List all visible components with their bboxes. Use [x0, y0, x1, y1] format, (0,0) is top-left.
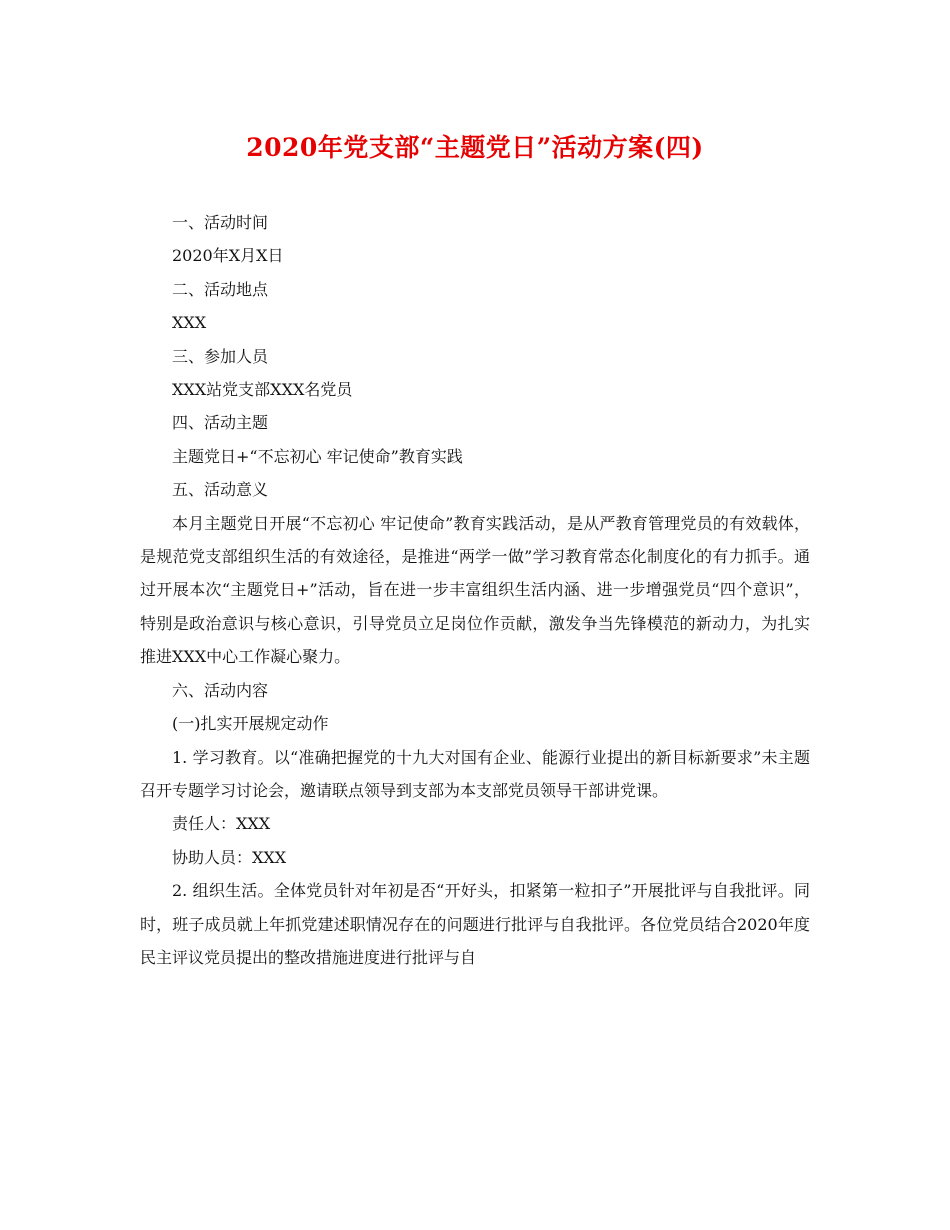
document-title: 2020年党支部“主题党日”活动方案(四) [246, 133, 704, 162]
place-value: XXX [172, 313, 207, 333]
meaning-paragraph: 本月主题党日开展“不忘初心 牢记使命”教育实践活动，是从严教育管理党员的有效载体，是规范党支部组织生活的有效途径，是推进“两学一做”学习教育常态化制度化的有力抓手。通过开展本次“主题党日+”活动，旨在进一步丰富组织生活内涵、进一步增强党员“四个意识”，特别是政治意识与核心意识，引导党员立足岗位作贡献，激发争当先锋模范的新动力，为扎实推进XXX中心工作凝心聚力。 [140, 513, 810, 667]
time-value: 2020年X月X日 [172, 246, 284, 266]
section-heading-meaning: 五、活动意义 [172, 480, 269, 500]
theme-value: 主题党日+“不忘初心 牢记使命”教育实践 [172, 446, 463, 466]
item-1-paragraph: 1. 学习教育。以“准确把握党的十九大对国有企业、能源行业提出的新目标新要求”未主题召开专题学习讨论会，邀请联点领导到支部为本支部党员领导干部讲党课。 [140, 747, 810, 800]
item-1-assistant: 协助人员：XXX [172, 847, 287, 867]
section-heading-place: 二、活动地点 [172, 279, 269, 299]
section-heading-content: 六、活动内容 [172, 680, 269, 700]
section-heading-time: 一、活动时间 [172, 213, 269, 232]
document-body [140, 206, 810, 974]
people-value: XXX站党支部XXX名党员 [172, 380, 353, 400]
item-2-paragraph: 2. 组织生活。全体党员针对年初是否“开好头，扣紧第一粒扣子”开展批评与自我批评。同时，班子成员就上年抓党建述职情况存在的问题进行批评与自我批评。各位党员结合2020年度民主评议党员提出的整改措施进度进行批评与自 [140, 881, 810, 967]
subsection-heading-1: (一)扎实开展规定动作 [172, 714, 329, 734]
section-heading-theme: 四、活动主题 [172, 413, 269, 433]
section-heading-people: 三、参加人员 [172, 346, 269, 366]
item-1-responsible: 责任人：XXX [172, 814, 271, 834]
